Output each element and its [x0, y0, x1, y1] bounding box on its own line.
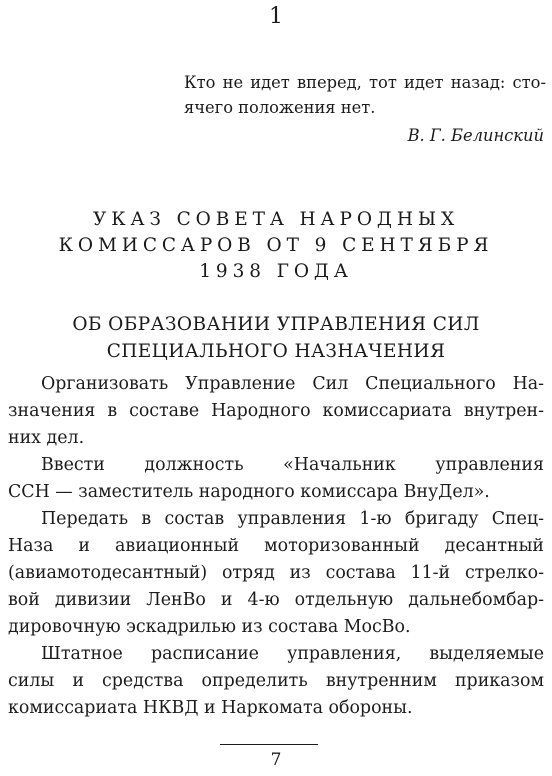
paragraph [8, 371, 544, 452]
paragraph-line: (авиамотодесантный) отряд из состава 11-й стрелко- [8, 563, 544, 583]
paragraph-line: силы и средства определить внутренним приказом [8, 671, 544, 691]
paragraph [8, 641, 544, 722]
section-title-line: ОБ ОБРАЗОВАНИИ УПРАВЛЕНИЯ СИЛ [72, 314, 480, 335]
paragraph-line: значения в составе Народного комиссариата внутрен- [8, 401, 544, 421]
paragraph-line: комиссариата НКВД и Наркомата обороны. [8, 698, 413, 718]
section-title [0, 311, 552, 365]
section-title-line: СПЕЦИАЛЬНОГО НАЗНАЧЕНИЯ [106, 341, 446, 362]
paragraph-line: Передать в состав управления 1-ю бригаду Спец- [41, 509, 544, 529]
decree-title-line: КОМИССАРОВ ОТ 9 СЕНТЯБРЯ [58, 235, 494, 256]
paragraph [8, 452, 544, 506]
chapter-number: 1 [269, 4, 283, 29]
paragraph-line: них дел. [8, 428, 85, 448]
epigraph-line: Кто не идет вперед, тот идет назад: сто- [184, 73, 546, 92]
epigraph-line: ячего положения нет. [184, 98, 376, 117]
epigraph [184, 70, 546, 120]
page-number: 7 [270, 750, 282, 770]
paragraph-line: ССН — заместитель народного комиссара ВнуДел». [8, 482, 490, 502]
paragraph [8, 506, 544, 641]
decree-title-line: УКАЗ СОВЕТА НАРОДНЫХ [92, 209, 460, 230]
paragraph-line: Организовать Управление Сил Специального На- [41, 374, 544, 394]
paragraph-line: Ввести должность «Начальник управления [41, 455, 544, 475]
paragraph-line: дировочную эскадрилью из состава МосВо. [8, 617, 411, 637]
paragraph-line: Штатное расписание управления, выделяемые [41, 644, 544, 664]
body-text [8, 371, 544, 722]
footer-rule [220, 744, 318, 745]
paragraph-line: Наза и авиационный моторизованный десантный [8, 536, 544, 556]
decree-title [0, 207, 552, 285]
paragraph-line: вой дивизии ЛенВо и 4-ю отдельную дальнебомбар- [8, 590, 544, 610]
epigraph-author: В. Г. Белинский [407, 126, 544, 145]
decree-title-line: 1938 ГОДА [199, 261, 353, 282]
